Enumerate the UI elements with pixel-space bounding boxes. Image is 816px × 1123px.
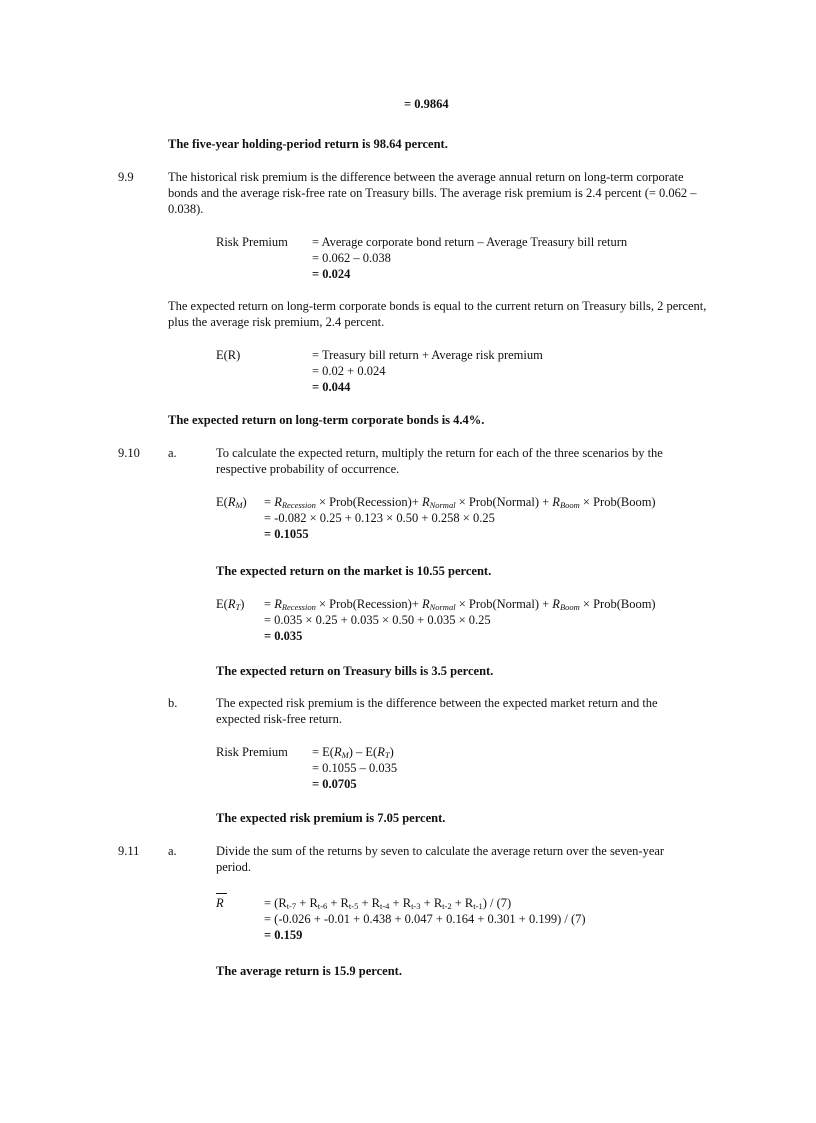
problem-number-9-9: 9.9 (118, 170, 134, 184)
p910-a-label: a. (168, 446, 177, 460)
erm-conclusion: The expected return on the market is 10.55 percent. (216, 564, 492, 578)
erm-lhs: $E(R_M)$ (216, 495, 247, 510)
p910-conclusion: The expected risk premium is 7.05 percent. (216, 811, 446, 825)
p911-a-label: a. (168, 844, 177, 858)
p99-expected-text: The expected return on long-term corporate bonds is equal to the current return on Treasury bills, 2 percent, plus the average risk premium, 2.4 percent. (168, 299, 707, 329)
p910-rp-line2: = 0.1055 – 0.035 (312, 761, 398, 775)
p911-a-intro: Divide the sum of the returns by seven to calculate the average return over the seven-year period. (216, 844, 665, 874)
ert-line3: = 0.035 (264, 629, 303, 643)
holding-period-conclusion: The five-year holding-period return is 98.64 percent. (168, 137, 448, 151)
p99-rp-line3: = 0.024 (312, 267, 351, 281)
p910-rp-line3: = 0.0705 (312, 777, 357, 791)
ert-lhs: $E(R_T)$ (216, 597, 245, 612)
p911-line3: = 0.159 (264, 928, 303, 942)
erm-line3: = 0.1055 (264, 527, 309, 541)
p99-er-line3: = 0.044 (312, 380, 351, 394)
p99-rp-line2: = 0.062 – 0.038 (312, 251, 391, 265)
p99-er-line2: = 0.02 + 0.024 (312, 364, 386, 378)
p99-er-label: E(R) (216, 348, 241, 362)
p910-b-intro: The expected risk premium is the difference between the expected market return and the expected risk-free return. (216, 696, 658, 726)
overbar (216, 893, 227, 894)
r-bar-symbol: R (216, 895, 224, 911)
top-result: = 0.9864 (404, 97, 449, 111)
p99-er-line1: = Treasury bill return + Average risk premium (312, 348, 543, 362)
p911-conclusion: The average return is 15.9 percent. (216, 964, 402, 978)
ert-line2: = 0.035 × 0.25 + 0.035 × 0.50 + 0.035 × 0.25 (264, 613, 491, 627)
p910-b-label: b. (168, 696, 178, 710)
p99-intro: The historical risk premium is the difference between the average annual return on long-term corporate bonds and the average risk-free rate on Treasury bills. The average risk premium is 2.4 percent (= 0.062 – 0.038). (168, 170, 697, 216)
p910-rp-line1: = $E(R_M) - E(R_T)$ (312, 745, 394, 760)
p99-rp-label: Risk Premium (216, 235, 288, 249)
p99-conclusion: The expected return on long-term corporate bonds is 4.4%. (168, 413, 485, 427)
p910-a-intro: To calculate the expected return, multiply the return for each of the three scenarios by the respective probability of occurrence. (216, 446, 663, 476)
problem-number-9-11: 9.11 (118, 844, 140, 858)
ert-conclusion: The expected return on Treasury bills is 3.5 percent. (216, 664, 494, 678)
p910-rp-label: Risk Premium (216, 745, 288, 759)
p99-rp-line1: = Average corporate bond return – Average Treasury bill return (312, 235, 628, 249)
ert-line1: = $R_{Recession}$ × Prob(Recession)+ $R_{Normal}$ × Prob(Normal) + $R_{Boom}$ × Prob(Boom) (264, 597, 656, 612)
p911-line1: = $(R_{t-7} + R_{t-6} + R_{t-5} + R_{t-4} + R_{t-3} + R_{t-2} + R_{t-1}) / (7)$ (264, 896, 512, 911)
p911-line2: = (-0.026 + -0.01 + 0.438 + 0.047 + 0.164 + 0.301 + 0.199) / (7) (264, 912, 586, 926)
erm-line1: = $R_{Recession}$ × Prob(Recession)+ $R_{Normal}$ × Prob(Normal) + $R_{Boom}$ × Prob(Boom) (264, 495, 656, 510)
erm-line2: = -0.082 × 0.25 + 0.123 × 0.50 + 0.258 × 0.25 (264, 511, 495, 525)
problem-number-9-10: 9.10 (118, 446, 140, 460)
